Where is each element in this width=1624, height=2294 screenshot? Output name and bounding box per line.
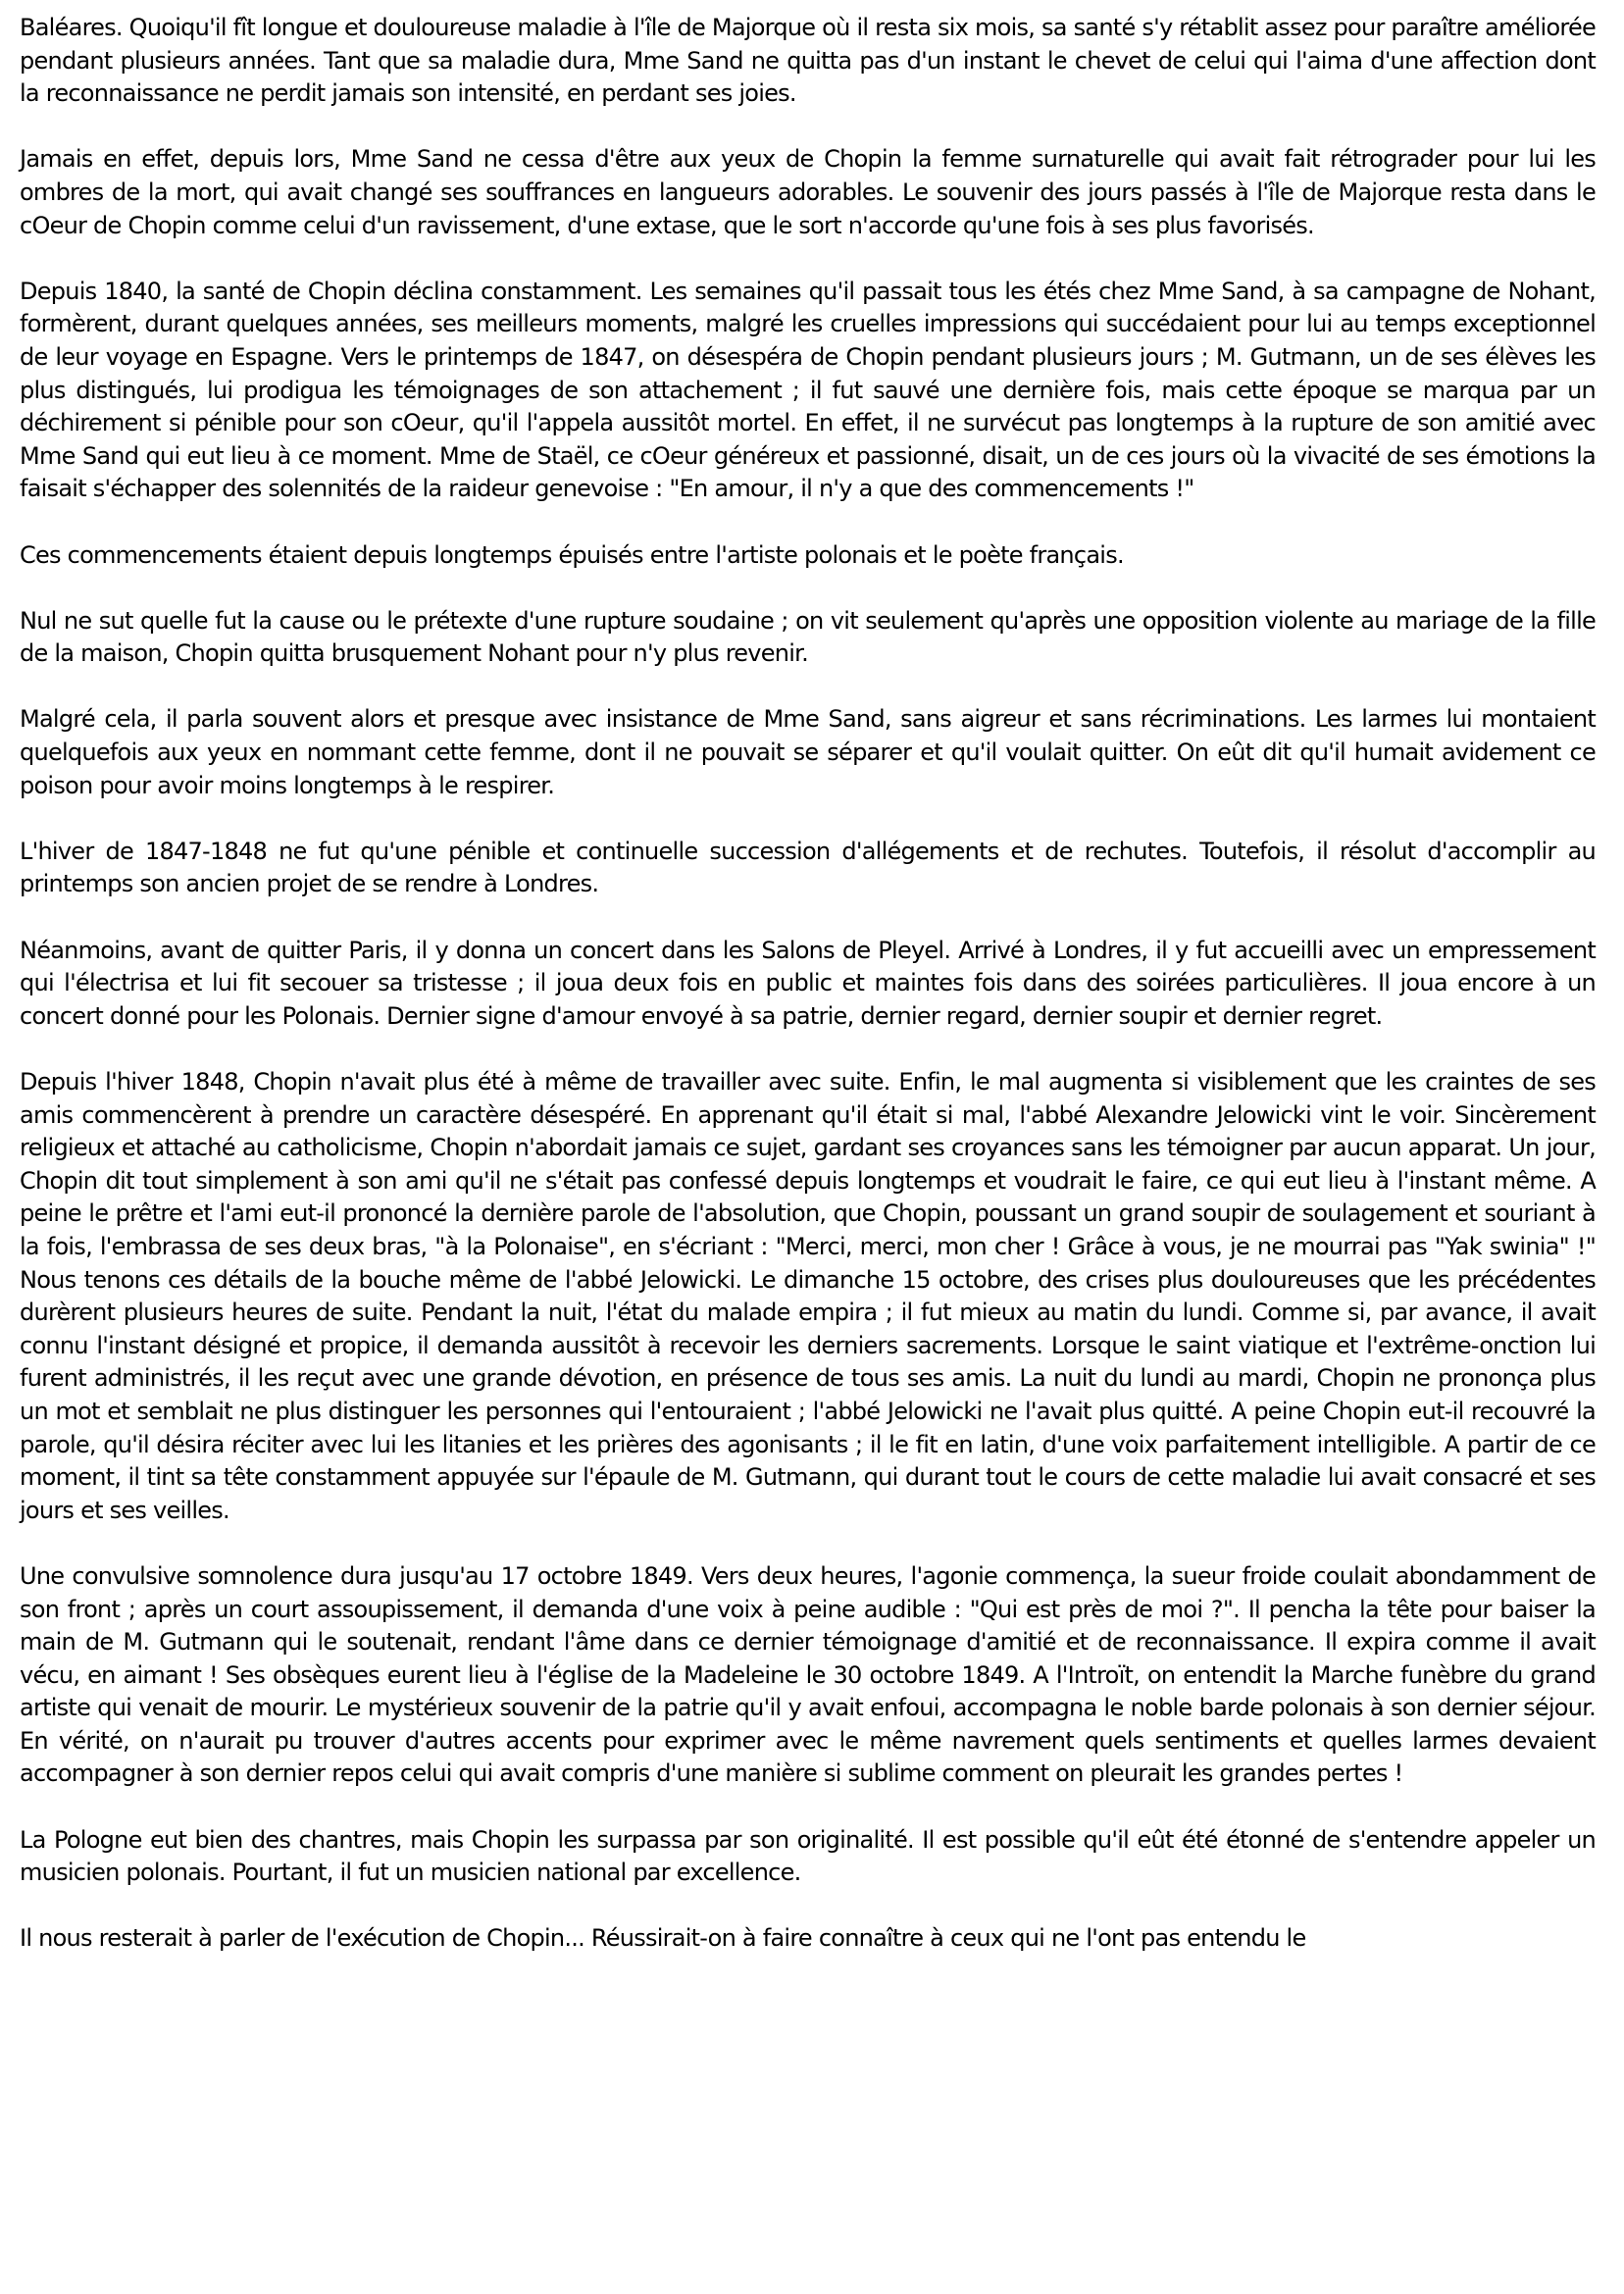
paragraph-hiver-1847: L'hiver de 1847-1848 ne fut qu'une pénible et continuelle succession d'allégements et de rechutes. Toutefois, il résolut d'accomplir au printemps son ancien projet de se rendre à Londres. (20, 837, 1596, 898)
paragraph-commencements: Ces commencements étaient depuis longtemps épuisés entre l'artiste polonais et le poète français. (20, 540, 1124, 569)
paragraph-pologne: La Pologne eut bien des chantres, mais Chopin les surpassa par son originalité. Il est possible qu'il eût été étonné de s'entendre appeler un musicien polonais. Pourtant, il fut un musicien national par excellence. (20, 1825, 1596, 1887)
paragraph-rupture: Nul ne sut quelle fut la cause ou le prétexte d'une rupture soudaine ; on vit seulement qu'après une opposition violente au mariage de la fille de la maison, Chopin quitta brusquement Nohant pour n'y plus revenir. (20, 606, 1596, 668)
paragraph-sand-devotion: Jamais en effet, depuis lors, Mme Sand ne cessa d'être aux yeux de Chopin la femme surnaturelle qui avait fait rétrograder pour lui les ombres de la mort, qui avait changé ses souffrances en langueurs adorables. Le souvenir des jours passés à l'île de Majorque resta dans le cOeur de Chopin comme celui d'un ravissement, d'une extase, que le sort n'accorde qu'une fois à ses plus favorisés. (20, 145, 1596, 239)
paragraph-londres: Néanmoins, avant de quitter Paris, il y donna un concert dans les Salons de Pleyel. Arrivé à Londres, il y fut accueilli avec un empressement qui l'électrisa et lui fit secouer sa tristesse ; il joua deux fois en public et maintes fois dans des soirées particulières. Il joua encore à un concert donné pour les Polonais. Dernier signe d'amour envoyé à sa patrie, dernier regard, dernier soupir et dernier regret. (20, 936, 1596, 1030)
paragraph-execution: Il nous resterait à parler de l'exécution de Chopin... Réussirait-on à faire connaître à ceux qui ne l'ont pas entendu le (20, 1924, 1306, 1953)
paragraph-death: Une convulsive somnolence dura jusqu'au 17 octobre 1849. Vers deux heures, l'agonie commença, la sueur froide coulait abondamment de son front ; après un court assoupissement, il demanda d'une voix à peine audible : "Qui est près de moi ?". Il pencha la tête pour baiser la main de M. Gutmann qui le soutenait, rendant l'âme dans ce dernier témoignage d'amitié et de reconnaissance. Il expira comme il avait vécu, en aimant ! Ses obsèques eurent lieu à l'église de la Madeleine le 30 octobre 1849. A l'Introït, on entendit la Marche funèbre du grand artiste qui venait de mourir. Le mystérieux souvenir de la patrie qu'il y avait enfoui, accompagna le noble barde polonais à son dernier séjour. En vérité, on n'aurait pu trouver d'autres accents pour exprimer avec le même navrement quels sentiments et quelles larmes devaient accompagner à son dernier repos celui qui avait compris d'une manière si sublime comment on pleurait les grandes pertes ! (20, 1561, 1596, 1788)
paragraph-majorque-illness: Baléares. Quoiqu'il fît longue et douloureuse maladie à l'île de Majorque où il resta six mois, sa santé s'y rétablit assez pour paraître améliorée pendant plusieurs années. Tant que sa maladie dura, Mme Sand ne quitta pas d'un instant le chevet de celui qui l'aima d'une affection dont la reconnaissance ne perdit jamais son intensité, en perdant ses joies. (20, 14, 1597, 108)
paragraph-malgre-cela: Malgré cela, il parla souvent alors et presque avec insistance de Mme Sand, sans aigreur et sans récriminations. Les larmes lui montaient quelquefois aux yeux en nommant cette femme, dont il ne pouvait se séparer et qu'il voulait quitter. On eût dit qu'il humait avidement ce poison pour avoir moins longtemps à le respirer. (20, 705, 1596, 799)
paragraph-health-decline: Depuis 1840, la santé de Chopin déclina constamment. Les semaines qu'il passait tous les étés chez Mme Sand, à sa campagne de Nohant, formèrent, durant quelques années, ses meilleurs moments, malgré les cruelles impressions qui succédaient pour lui au temps exceptionnel de leur voyage en Espagne. Vers le printemps de 1847, on désespéra de Chopin pendant plusieurs jours ; M. Gutmann, un de ses élèves les plus distingués, lui prodigua les témoignages de son attachement ; il fut sauvé une dernière fois, mais cette époque se marqua par un déchirement si pénible pour son cOeur, qu'il l'appela aussitôt mortel. En effet, il ne survécut pas longtemps à la rupture de son amitié avec Mme Sand qui eut lieu à ce moment. Mme de Staël, ce cOeur généreux et passionné, disait, un de ces jours où la vivacité de ses émotions la faisait s'échapper des solennités de la raideur genevoise : "En amour, il n'y a que des commencements !" (20, 277, 1596, 503)
paragraph-last-days: Depuis l'hiver 1848, Chopin n'avait plus été à même de travailler avec suite. Enfin, le mal augmenta si visiblement que les craintes de ses amis commencèrent à prendre un caractère désespéré. En apprenant qu'il était si mal, l'abbé Alexandre Jelowicki vint le voir. Sincèrement religieux et attaché au catholicisme, Chopin n'abordait jamais ce sujet, gardant ses croyances sans les témoigner par aucun apparat. Un jour, Chopin dit tout simplement à son ami qu'il ne s'était pas confessé depuis longtemps et voudrait le faire, ce qui eut lieu à l'instant même. A peine le prêtre et l'ami eut-il prononcé la dernière parole de l'absolution, que Chopin, poussant un grand soupir de soulagement et souriant à la fois, l'embrassa de ses deux bras, "à la Polonaise", en s'écriant : "Merci, merci, mon cher ! Grâce à vous, je ne mourrai pas "Yak swinia" !" Nous tenons ces détails de la bouche même de l'abbé Jelowicki. Le dimanche 15 octobre, des crises plus douloureuses que les précédentes durèrent plusieurs heures de suite. Pendant la nuit, l'état du malade empira ; il fut mieux au matin du lundi. Comme si, par avance, il avait connu l'instant désigné et propice, il demanda aussitôt à recevoir les derniers sacrements. Lorsque le saint viatique et l'extrême-onction lui furent administrés, il les reçut avec une grande dévotion, en présence de tous ses amis. La nuit du lundi au mardi, Chopin ne prononça plus un mot et semblait ne plus distinguer les personnes qui l'entouraient ; l'abbé Jelowicki ne l'avait plus quitté. A peine Chopin eut-il recouvré la parole, qu'il désira réciter avec lui les litanies et les prières des agonisants ; il le fit en latin, d'une voix parfaitement intelligible. A partir de ce moment, il tint sa tête constamment appuyée sur l'épaule de M. Gutmann, qui durant tout le cours de cette maladie lui avait consacré et ses jours et ses veilles. (20, 1068, 1596, 1524)
